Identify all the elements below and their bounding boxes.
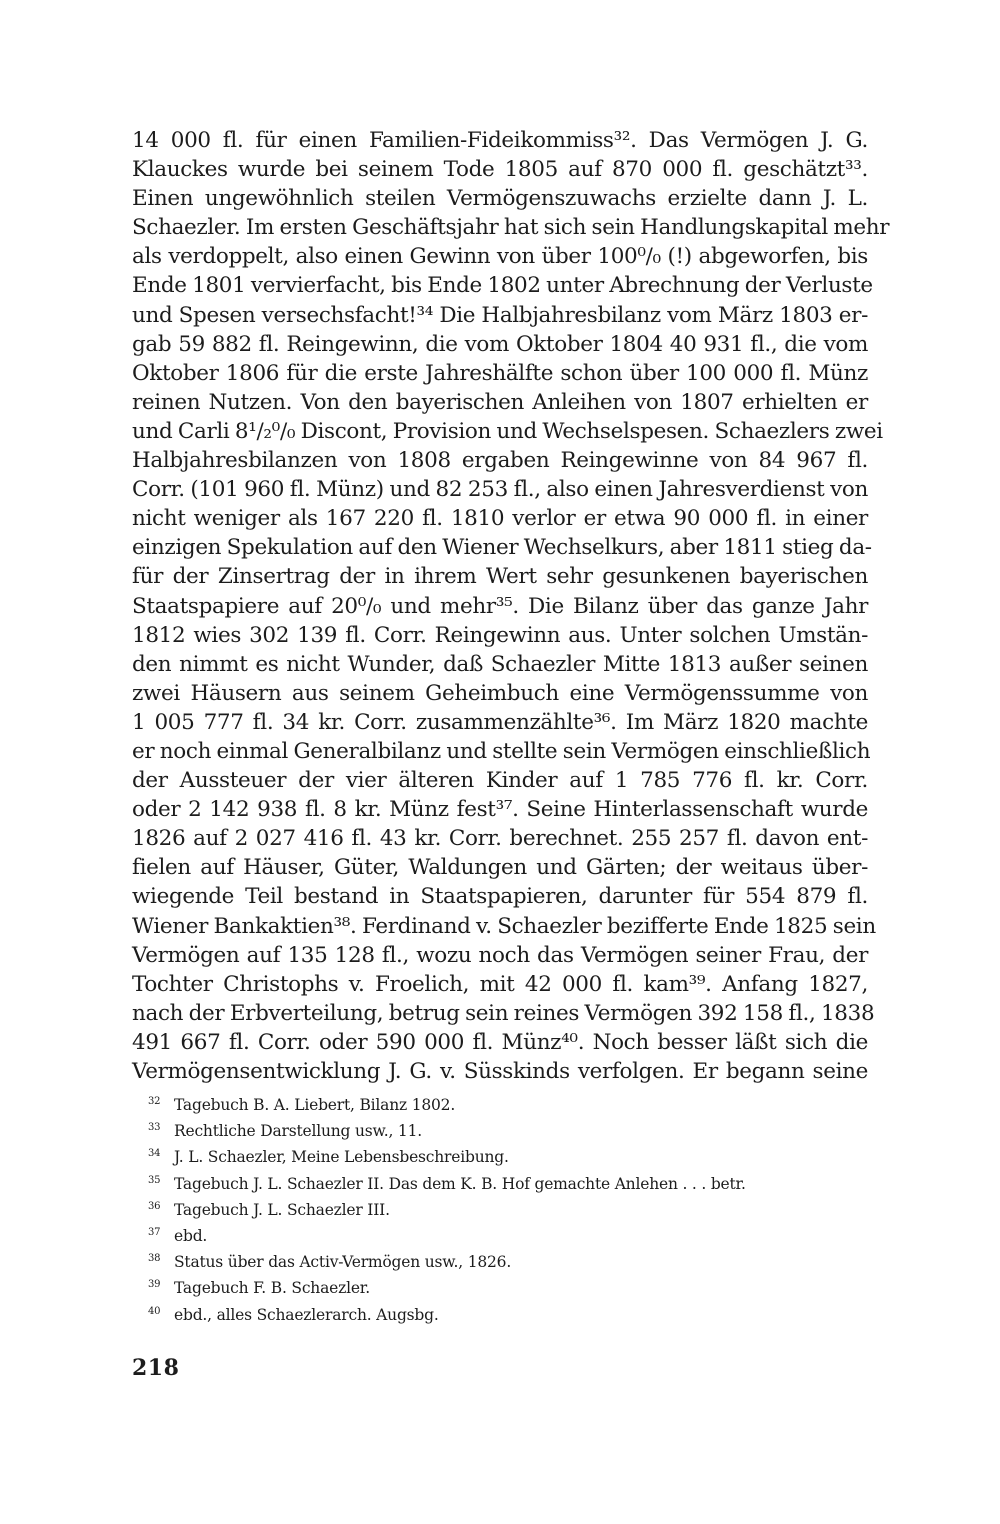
body-line: Ende 1801 vervierfacht, bis Ende 1802 unter Abrechnung der Verluste xyxy=(132,273,873,299)
body-line: Corr. (101 960 fl. Münz) und 82 253 fl., also einen Jahresverdienst von xyxy=(132,477,868,503)
body-line: Vermögen auf 135 128 fl., wozu noch das Vermögen seiner Frau, der xyxy=(132,942,868,968)
footnote-text: ebd., alles Schaezlerarch. Augsbg. xyxy=(174,1305,439,1324)
body-line: für der Zinsertrag der in ihrem Wert sehr gesunkenen bayerischen xyxy=(132,564,868,590)
footnote-number: 38 xyxy=(148,1253,161,1265)
body-line: Wiener Bankaktien³⁸. Ferdinand v. Schaezler bezifferte Ende 1825 sein xyxy=(132,913,876,939)
body-line: er noch einmal Generalbilanz und stellte sein Vermögen einschließlich xyxy=(132,738,871,764)
body-line: als verdoppelt, also einen Gewinn von über 100⁰/₀ (!) abgeworfen, bis xyxy=(132,244,868,270)
footnote xyxy=(148,1089,868,1115)
body-line: einzigen Spekulation auf den Wiener Wechselkurs, aber 1811 stieg da- xyxy=(132,535,872,561)
body-line: Tochter Christophs v. Froelich, mit 42 000 fl. kam³⁹. Anfang 1827, xyxy=(132,971,868,997)
footnote-text: Status über das Activ-Vermögen usw., 1826. xyxy=(174,1253,512,1272)
body-line: Oktober 1806 für die erste Jahreshälfte schon über 100 000 fl. Münz xyxy=(132,360,868,386)
footnote-text: Tagebuch F. B. Schaezler. xyxy=(174,1279,371,1298)
footnote-number: 40 xyxy=(148,1305,161,1317)
body-line: nicht weniger als 167 220 fl. 1810 verlor er etwa 90 000 fl. in einer xyxy=(132,506,868,532)
footnote-number: 37 xyxy=(148,1226,161,1238)
body-line: Klauckes wurde bei seinem Tode 1805 auf 870 000 fl. geschätzt³³. xyxy=(132,157,868,183)
footnote-number: 34 xyxy=(148,1148,161,1160)
footnote xyxy=(148,1168,868,1194)
footnote xyxy=(148,1246,868,1272)
body-line: und Spesen versechsfacht!³⁴ Die Halbjahresbilanz vom März 1803 er- xyxy=(132,302,868,328)
footnote-number: 36 xyxy=(148,1200,161,1212)
footnote-text: Rechtliche Darstellung usw., 11. xyxy=(174,1122,422,1141)
body-line: Staatspapiere auf 20⁰/₀ und mehr³⁵. Die Bilanz über das ganze Jahr xyxy=(132,593,868,619)
footnote-number: 32 xyxy=(148,1096,161,1107)
body-line: reinen Nutzen. Von den bayerischen Anleihen von 1807 erhielten er xyxy=(132,389,868,415)
footnote-text: Tagebuch B. A. Liebert, Bilanz 1802. xyxy=(174,1096,456,1114)
footnote xyxy=(148,1220,868,1246)
body-line: 1826 auf 2 027 416 fl. 43 kr. Corr. berechnet. 255 257 fl. davon ent- xyxy=(132,826,868,852)
footnote-number: 33 xyxy=(148,1122,161,1134)
body-line: der Aussteuer der vier älteren Kinder auf 1 785 776 fl. kr. Corr. xyxy=(132,768,868,794)
body-line: den nimmt es nicht Wunder, daß Schaezler Mitte 1813 außer seinen xyxy=(132,651,868,677)
footnote xyxy=(148,1194,868,1220)
footnote xyxy=(148,1272,868,1298)
footnote xyxy=(148,1299,868,1325)
body-line: und Carli 8¹/₂⁰/₀ Discont, Provision und Wechselspesen. Schaezlers zwei xyxy=(132,418,883,444)
body-line: Vermögensentwicklung J. G. v. Süsskinds verfolgen. Er begann seine xyxy=(132,1059,868,1084)
body-line: Schaezler. Im ersten Geschäftsjahr hat sich sein Handlungskapital mehr xyxy=(132,215,890,241)
footnote-number: 39 xyxy=(148,1279,161,1291)
body-line: 1 005 777 fl. 34 kr. Corr. zusammenzählte³⁶. Im März 1820 machte xyxy=(132,709,868,735)
footnote-text: J. L. Schaezler, Meine Lebensbeschreibung. xyxy=(174,1148,509,1167)
body-line: fielen auf Häuser, Güter, Waldungen und Gärten; der weitaus über- xyxy=(132,855,868,881)
body-line: 491 667 fl. Corr. oder 590 000 fl. Münz⁴⁰. Noch besser läßt sich die xyxy=(132,1029,868,1055)
footnotes xyxy=(148,1089,868,1325)
body-line: nach der Erbverteilung, betrug sein reines Vermögen 392 158 fl., 1838 xyxy=(132,1000,875,1026)
body-line: 14 000 fl. für einen Familien-Fideikommiss³². Das Vermögen J. G. xyxy=(132,128,868,153)
body-line: wiegende Teil bestand in Staatspapieren, darunter für 554 879 fl. xyxy=(132,884,868,910)
footnote-text: Tagebuch J. L. Schaezler III. xyxy=(174,1200,390,1219)
footnote xyxy=(148,1115,868,1141)
page-number: 218 xyxy=(132,1355,180,1381)
footnote-text: Tagebuch J. L. Schaezler II. Das dem K. B. Hof gemachte Anlehen . . . betr. xyxy=(174,1174,746,1193)
body-line: gab 59 882 fl. Reingewinn, die vom Oktober 1804 40 931 fl., die vom xyxy=(132,331,868,357)
body-line: zwei Häusern aus seinem Geheimbuch eine Vermögenssumme von xyxy=(132,680,868,706)
footnote-number: 35 xyxy=(148,1174,161,1186)
body-line: oder 2 142 938 fl. 8 kr. Münz fest³⁷. Seine Hinterlassenschaft wurde xyxy=(132,797,868,823)
body-text xyxy=(132,126,890,1086)
footnote-text: ebd. xyxy=(174,1226,208,1245)
footnote xyxy=(148,1141,868,1167)
body-line: Einen ungewöhnlich steilen Vermögenszuwachs erzielte dann J. L. xyxy=(132,186,868,212)
body-line: Halbjahresbilanzen von 1808 ergaben Reingewinne von 84 967 fl. xyxy=(132,448,868,474)
body-line: 1812 wies 302 139 fl. Corr. Reingewinn aus. Unter solchen Umstän- xyxy=(132,622,868,648)
